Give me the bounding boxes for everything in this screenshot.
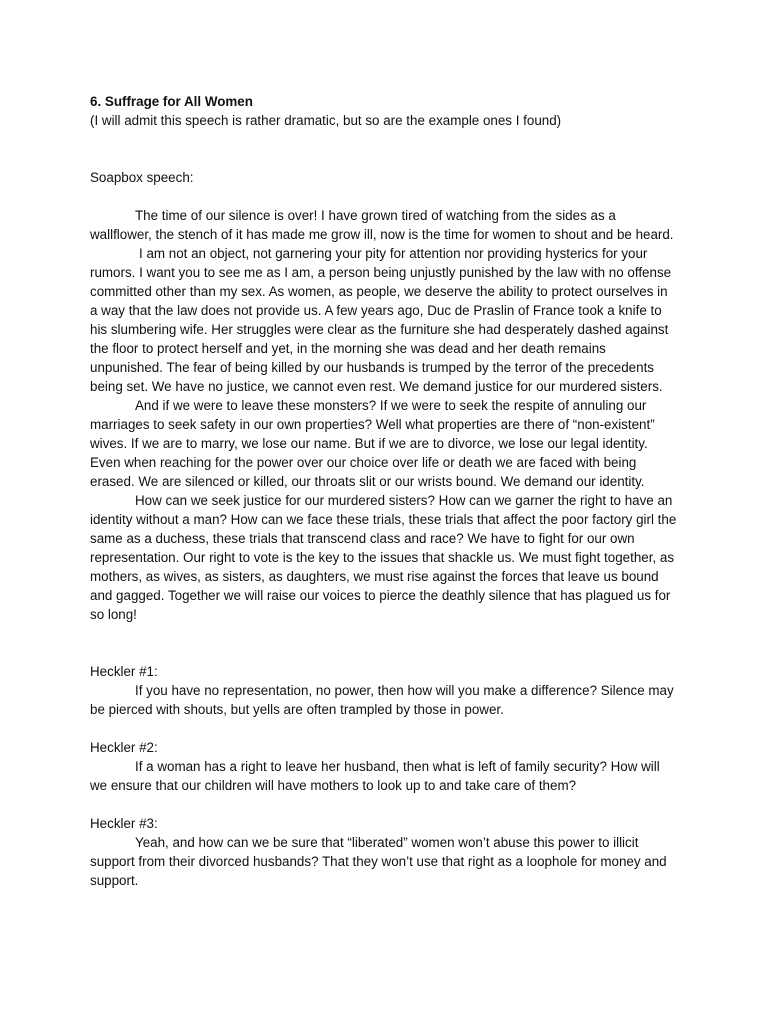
soapbox-label: Soapbox speech: (90, 170, 194, 185)
speech-body (90, 206, 678, 624)
spacer (90, 187, 678, 206)
speech-paragraph: The time of our silence is over! I have grown tired of watching from the sides as a wallflower, the stench of it has made me grow ill, now is the time for women to shout and be heard. (90, 208, 674, 242)
spacer (90, 624, 678, 662)
heckler-text: If you have no representation, no power, then how will you make a difference? Silence may be pierced with shouts, but yells are often trampled by those in power. (90, 683, 674, 717)
speech-paragraph: How can we seek justice for our murdered sisters? How can we garner the right to have an identity without a man? How can we face these trials, these trials that affect the poor factory girl the same as a duchess, these trials that transcend class and race? We have to fight for our own representation. Our right to vote is the key to the issues that shackle us. We must fight together, as mothers, as wives, as sisters, as daughters, we must rise against the forces that leave us bound and gagged. Together we will raise our voices to pierce the deathly silence that has plagued us for so long! (90, 493, 677, 622)
spacer (90, 719, 678, 738)
heckler-text: If a woman has a right to leave her husband, then what is left of family security? How will we ensure that our children will have mothers to look up to and take care of them? (90, 759, 660, 793)
document-page (90, 92, 678, 890)
speech-paragraph: I am not an object, not garnering your pity for attention nor providing hysterics for your rumors. I want you to see me as I am, a person being unjustly punished by the law with no offense committed other than my sex. As women, as people, we deserve the ability to protect ourselves in a way that the law does not provide us. A few years ago, Duc de Praslin of France took a knife to his slumbering wife. Her struggles were clear as the furniture she had desperately dashed against the floor to protect herself and yet, in the morning she was dead and her death remains unpunished. The fear of being killed by our husbands is trumped by the terror of the precedents being set. We have no justice, we cannot even rest. We demand justice for our murdered sisters. (90, 246, 672, 394)
heckler-section (90, 662, 678, 890)
heckler-text: Yeah, and how can we be sure that “liberated” women won’t abuse this power to illicit support from their divorced husbands? That they won’t use that right as a loophole for money and support. (90, 835, 667, 888)
document-subtitle: (I will admit this speech is rather dramatic, but so are the example ones I found) (90, 113, 562, 128)
heckler-label: Heckler #3: (90, 816, 158, 831)
heckler-label: Heckler #2: (90, 740, 158, 755)
document-title: 6. Suffrage for All Women (90, 94, 253, 109)
heckler-label: Heckler #1: (90, 664, 158, 679)
spacer (90, 130, 678, 168)
speech-paragraph: And if we were to leave these monsters? If we were to seek the respite of annuling our marriages to seek safety in our own properties? Well what properties are there of “non-existent” wives. If we are to marry, we lose our name. But if we are to divorce, we lose our legal identity. Even when reaching for the power over our choice over life or death we are faced with being erased. We are silenced or killed, our throats slit or our wrists bound. We demand our identity. (90, 398, 655, 489)
spacer (90, 795, 678, 814)
